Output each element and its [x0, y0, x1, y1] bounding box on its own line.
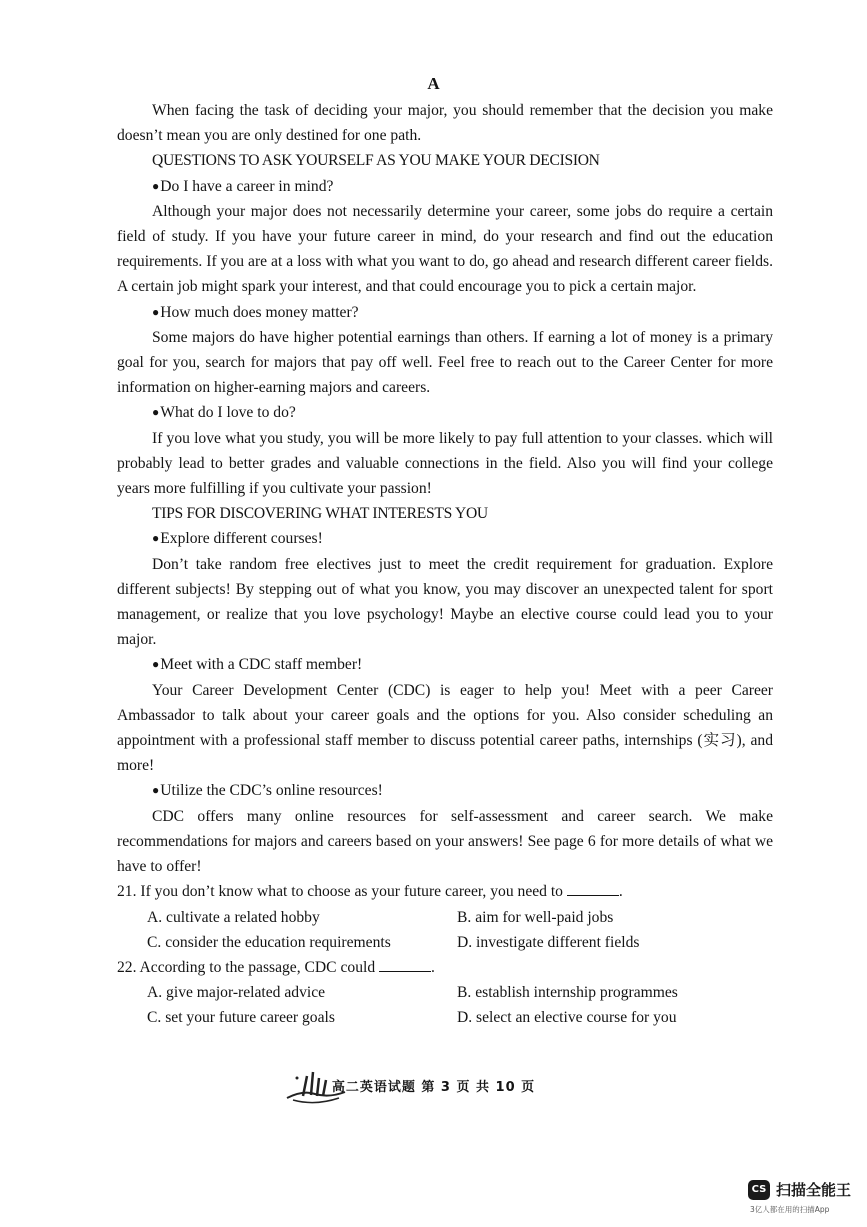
- answer-blank: [379, 958, 431, 972]
- bullet-heading: [117, 300, 773, 325]
- page-footer: 高二英语试题 第 3 页 共 10 页: [331, 1080, 536, 1095]
- paragraph: If you love what you study, you will be more likely to pay full attention to your classes. which will probably lead to better grades and valuable connections in the field. Also you will find your college years more fulfilling if you cultivate your passion!: [117, 429, 773, 498]
- section-title-tips: TIPS FOR DISCOVERING WHAT INTERESTS YOU: [152, 505, 488, 523]
- watermark-app-name: 扫描全能王: [776, 1181, 852, 1199]
- question-21-options: [117, 905, 773, 955]
- watermark-tagline: 3亿人都在用的扫描App: [750, 1205, 830, 1214]
- question-22: [117, 955, 773, 980]
- intro-paragraph: When facing the task of deciding your major, you should remember that the decision you make doesn’t mean you are only destined for one path.: [117, 102, 773, 145]
- bullet-heading: [117, 400, 773, 425]
- bullet-icon: ●: [152, 178, 160, 193]
- paragraph: Although your major does not necessarily determine your career, some jobs do require a certain field of study. If you have your future career in mind, do your research and find out the education requirements. If you are at a loss with what you want to do, go ahead and research different career fields. A certain job might spark your interest, and that could encourage you to pick a certain major.: [117, 202, 773, 296]
- question-21: [117, 879, 773, 904]
- question-end: .: [618, 883, 623, 901]
- bullet-icon: ●: [152, 304, 160, 319]
- passage: [117, 98, 773, 1031]
- bullet-heading-text: What do I love to do?: [160, 404, 296, 422]
- bullet-icon: ●: [152, 405, 160, 420]
- bullet-heading: [117, 652, 773, 677]
- section-title-questions: QUESTIONS TO ASK YOURSELF AS YOU MAKE YOUR DECISION: [152, 152, 600, 170]
- bullet-heading-text: Utilize the CDC’s online resources!: [160, 782, 383, 800]
- bullet-heading-text: Explore different courses!: [160, 530, 323, 548]
- option-c: C. consider the education requirements: [147, 933, 391, 951]
- question-22-options: [117, 980, 773, 1030]
- option-a: A. cultivate a related hobby: [147, 908, 320, 926]
- answer-blank: [567, 882, 619, 896]
- option-b: B. aim for well-paid jobs: [457, 908, 614, 926]
- paragraph: CDC offers many online resources for self-assessment and career search. We make recommendations for majors and careers based on your answers! See page 6 for more details of what we have to offer!: [117, 807, 773, 876]
- bullet-heading: [117, 526, 773, 551]
- camscanner-logo-icon: CS: [748, 1180, 770, 1200]
- question-stem: 22. According to the passage, CDC could: [117, 958, 376, 976]
- bullet-heading: [117, 778, 773, 803]
- option-d: D. investigate different fields: [457, 933, 640, 951]
- paragraph: Don’t take random free electives just to meet the credit requirement for graduation. Explore different subjects! By stepping out of what you know, you may discover an unexpected talent for sport management, or realize that you love psychology! Maybe an elective course could lead you to your major.: [117, 555, 773, 649]
- paragraph: Some majors do have higher potential earnings than others. If earning a lot of money is a primary goal for you, search for majors that pay off well. Feel free to reach out to the Career Center for more information on higher-earning majors and careers.: [117, 328, 773, 397]
- option-c: C. set your future career goals: [147, 1009, 335, 1027]
- option-d: D. select an elective course for you: [457, 1009, 677, 1027]
- paragraph: Your Career Development Center (CDC) is eager to help you! Meet with a peer Career Ambassador to talk about your career goals and the options for you. Also consider scheduling an appointment with a professional staff member to discuss potential career paths, internships (实习), and more!: [117, 681, 773, 775]
- option-a: A. give major-related advice: [147, 984, 326, 1002]
- bullet-heading-text: Meet with a CDC staff member!: [160, 656, 363, 674]
- bullet-heading-text: How much does money matter?: [160, 303, 359, 321]
- scanner-watermark: [748, 1178, 858, 1218]
- section-letter: A: [427, 74, 440, 93]
- bullet-icon: ●: [152, 657, 160, 672]
- bullet-heading-text: Do I have a career in mind?: [160, 177, 334, 195]
- bullet-heading: [117, 174, 773, 199]
- question-end: .: [431, 958, 435, 976]
- bullet-icon: ●: [152, 531, 160, 546]
- bullet-icon: ●: [152, 783, 160, 798]
- option-b: B. establish internship programmes: [457, 984, 678, 1002]
- question-stem: 21. If you don’t know what to choose as your future career, you need to: [117, 883, 563, 901]
